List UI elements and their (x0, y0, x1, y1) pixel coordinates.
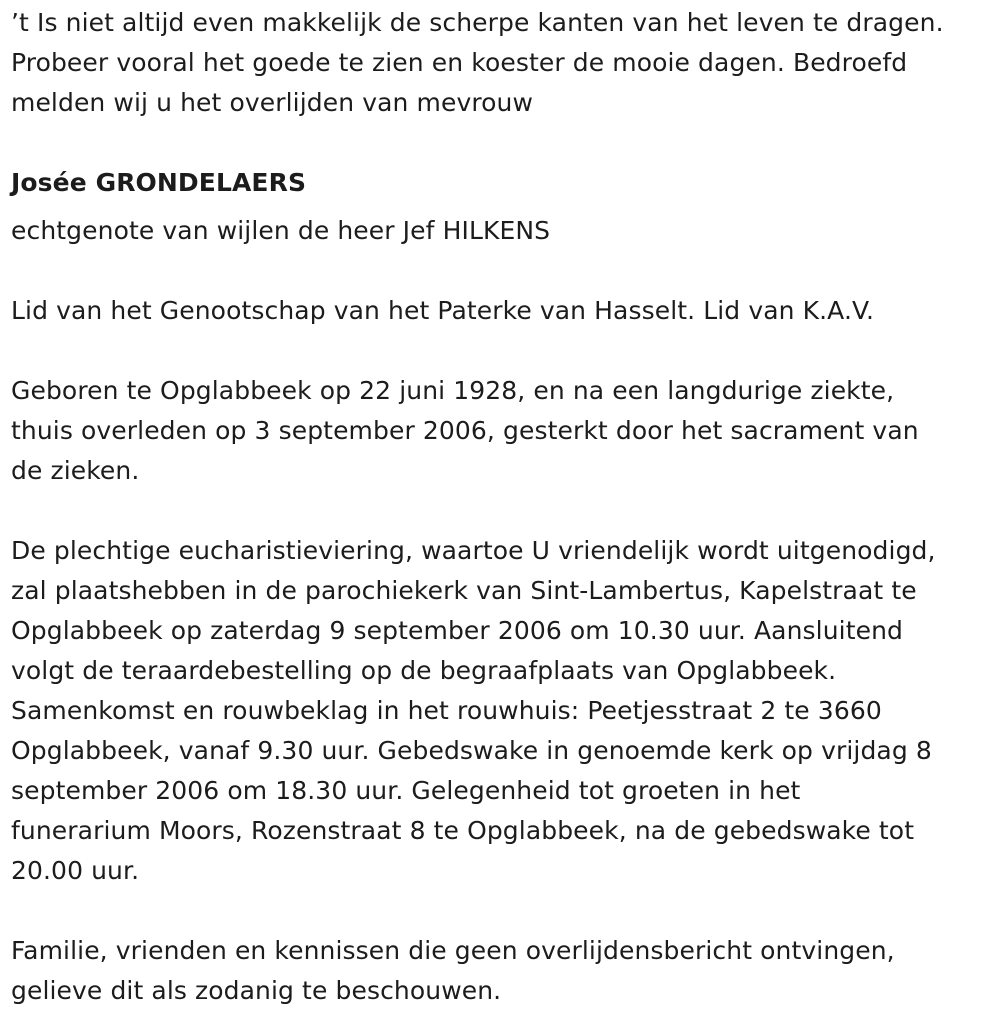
deceased-name: Josée GRONDELAERS (11, 168, 307, 197)
ceremony-paragraph: De plechtige eucharistieviering, waartoe U vriendelijk wordt uitgenodigd, zal plaatshebben in de parochiekerk van Sint-Lambertus, Kapelstraat te Opglabbeek op zaterdag 9 september 2006 om 10.30 uur. Aansluitend volgt de teraardebestelling op de begraafplaats van Opglabbeek. Samenkomst en rouwbeklag in het rouwhuis: Peetjesstraat 2 te 3660 Opglabbeek, vanaf 9.30 uur. Gebedswake in genoemde kerk op vrijdag 8 september 2006 om 18.30 uur. Gelegenheid tot groeten in het funerarium Moors, Rozenstraat 8 te Opglabbeek, na de gebedswake tot 20.00 uur. (11, 536, 936, 885)
spouse-line: echtgenote van wijlen de heer Jef HILKENS (11, 216, 551, 245)
obituary-notice (11, 3, 991, 1011)
closing-paragraph: Familie, vrienden en kennissen die geen overlijdensbericht ontvingen, gelieve dit als zodanig te beschouwen. (11, 936, 895, 1005)
memberships-paragraph: Lid van het Genootschap van het Paterke van Hasselt. Lid van K.A.V. (11, 296, 875, 325)
birth-death-paragraph: Geboren te Opglabbeek op 22 juni 1928, en na een langdurige ziekte, thuis overleden op 3 september 2006, gesterkt door het sacrament van de zieken. (11, 376, 919, 485)
intro-paragraph: ’t Is niet altijd even makkelijk de scherpe kanten van het leven te dragen. Probeer vooral het goede te zien en koester de mooie dagen. Bedroefd melden wij u het overlijden van mevrouw (11, 8, 944, 117)
